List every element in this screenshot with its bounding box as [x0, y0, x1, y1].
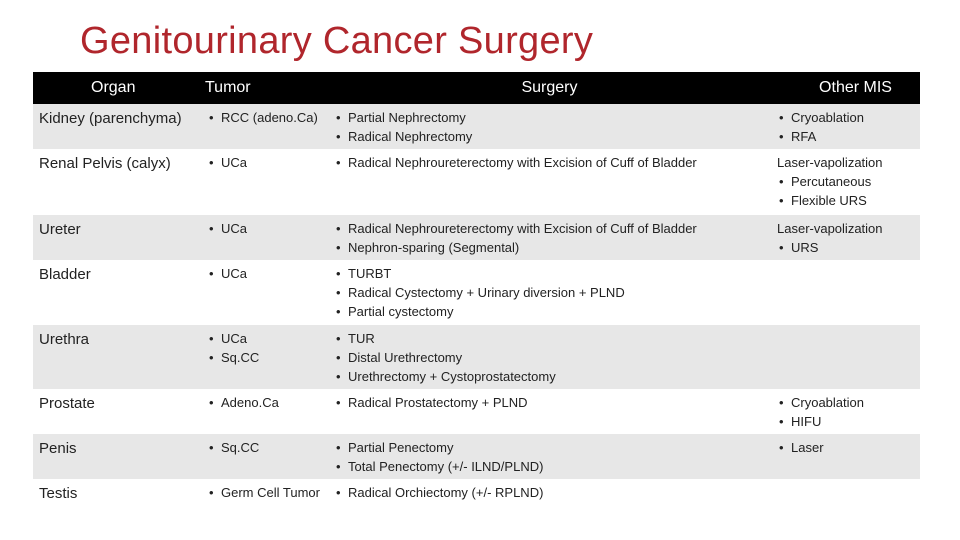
surgery-item: • Radical Cystectomy + Urinary diversion + PLND: [334, 283, 767, 302]
table-row: [33, 325, 920, 389]
organ-cell: Urethra: [33, 325, 201, 389]
surgery-item: • Radical Prostatectomy + PLND: [334, 393, 767, 412]
header-tumor: Tumor: [201, 72, 328, 104]
other-mis-cell: [771, 260, 920, 325]
surgery-item: • TURBT: [334, 264, 767, 283]
surgery-item: • Radical Nephroureterectomy with Excision of Cuff of Bladder: [334, 219, 767, 238]
table-header-row: [33, 72, 920, 104]
tumor-item: • Germ Cell Tumor: [207, 483, 324, 502]
tumor-cell: [201, 104, 328, 149]
tumor-list: [207, 329, 324, 367]
surgery-list: [334, 108, 767, 146]
tumor-item: • RCC (adeno.Ca): [207, 108, 324, 127]
surgery-list: [334, 264, 767, 321]
organ-cell: Renal Pelvis (calyx): [33, 149, 201, 215]
surgery-cell: [328, 215, 771, 260]
surgery-cell: [328, 104, 771, 149]
tumor-cell: [201, 149, 328, 215]
surgery-item: • Distal Urethrectomy: [334, 348, 767, 367]
organ-cell: Bladder: [33, 260, 201, 325]
tumor-item: • Adeno.Ca: [207, 393, 324, 412]
surgery-cell: [328, 260, 771, 325]
surgery-list: [334, 153, 767, 172]
organ-cell: Testis: [33, 479, 201, 525]
surgery-cell: [328, 434, 771, 479]
mis-item: • HIFU: [777, 412, 916, 431]
organ-cell: Penis: [33, 434, 201, 479]
surgery-list: [334, 329, 767, 386]
tumor-cell: [201, 389, 328, 434]
tumor-cell: [201, 325, 328, 389]
table-row: [33, 215, 920, 260]
surgery-list: [334, 393, 767, 412]
tumor-list: [207, 483, 324, 502]
header-surgery: Surgery: [328, 72, 771, 104]
mis-item: • Laser: [777, 438, 916, 457]
table-row: [33, 479, 920, 525]
other-mis-cell: [771, 149, 920, 215]
surgery-list: [334, 438, 767, 476]
tumor-item: • Sq.CC: [207, 348, 324, 367]
tumor-list: [207, 438, 324, 457]
tumor-item: • UCa: [207, 329, 324, 348]
table-row: [33, 149, 920, 215]
surgery-item: • Radical Nephrectomy: [334, 127, 767, 146]
mis-heading: Laser-vapolization: [777, 221, 883, 236]
tumor-item: • UCa: [207, 264, 324, 283]
mis-item: • Flexible URS: [777, 191, 916, 210]
tumor-cell: [201, 215, 328, 260]
surgery-item: • Partial cystectomy: [334, 302, 767, 321]
table-body: [33, 104, 920, 525]
table-row: [33, 434, 920, 479]
mis-list: [777, 393, 916, 431]
other-mis-cell: [771, 104, 920, 149]
tumor-list: [207, 264, 324, 283]
organ-cell: Prostate: [33, 389, 201, 434]
other-mis-cell: [771, 215, 920, 260]
mis-item: • Cryoablation: [777, 393, 916, 412]
tumor-list: [207, 219, 324, 238]
mis-list: [777, 108, 916, 146]
mis-list: [777, 438, 916, 457]
surgery-list: [334, 219, 767, 257]
mis-item: • RFA: [777, 127, 916, 146]
surgery-list: [334, 483, 767, 502]
mis-list: [777, 172, 916, 210]
other-mis-cell: [771, 434, 920, 479]
surgery-item: • Total Penectomy (+/- ILND/PLND): [334, 457, 767, 476]
tumor-item: • Sq.CC: [207, 438, 324, 457]
other-mis-cell: [771, 325, 920, 389]
tumor-list: [207, 108, 324, 127]
header-organ: Organ: [33, 72, 201, 104]
surgery-item: • Radical Nephroureterectomy with Excision of Cuff of Bladder: [334, 153, 767, 172]
tumor-cell: [201, 479, 328, 525]
tumor-cell: [201, 260, 328, 325]
mis-heading: Laser-vapolization: [777, 155, 883, 170]
surgery-item: • Partial Penectomy: [334, 438, 767, 457]
mis-list: [777, 238, 916, 257]
surgery-item: • Radical Orchiectomy (+/- RPLND): [334, 483, 767, 502]
organ-cell: Ureter: [33, 215, 201, 260]
tumor-list: [207, 153, 324, 172]
table-row: [33, 260, 920, 325]
surgery-cell: [328, 325, 771, 389]
tumor-list: [207, 393, 324, 412]
other-mis-cell: [771, 389, 920, 434]
surgery-table: [33, 72, 920, 525]
mis-item: • Percutaneous: [777, 172, 916, 191]
surgery-item: • Partial Nephrectomy: [334, 108, 767, 127]
surgery-item: • TUR: [334, 329, 767, 348]
header-other-mis: Other MIS: [771, 72, 920, 104]
surgery-item: • Nephron-sparing (Segmental): [334, 238, 767, 257]
tumor-item: • UCa: [207, 219, 324, 238]
surgery-cell: [328, 389, 771, 434]
page-title: Genitourinary Cancer Surgery: [80, 20, 594, 62]
tumor-item: • UCa: [207, 153, 324, 172]
mis-item: • URS: [777, 238, 916, 257]
surgery-item: • Urethrectomy + Cystoprostatectomy: [334, 367, 767, 386]
organ-cell: Kidney (parenchyma): [33, 104, 201, 149]
tumor-cell: [201, 434, 328, 479]
surgery-cell: [328, 149, 771, 215]
table-row: [33, 104, 920, 149]
mis-item: • Cryoablation: [777, 108, 916, 127]
other-mis-cell: [771, 479, 920, 525]
table-row: [33, 389, 920, 434]
surgery-cell: [328, 479, 771, 525]
